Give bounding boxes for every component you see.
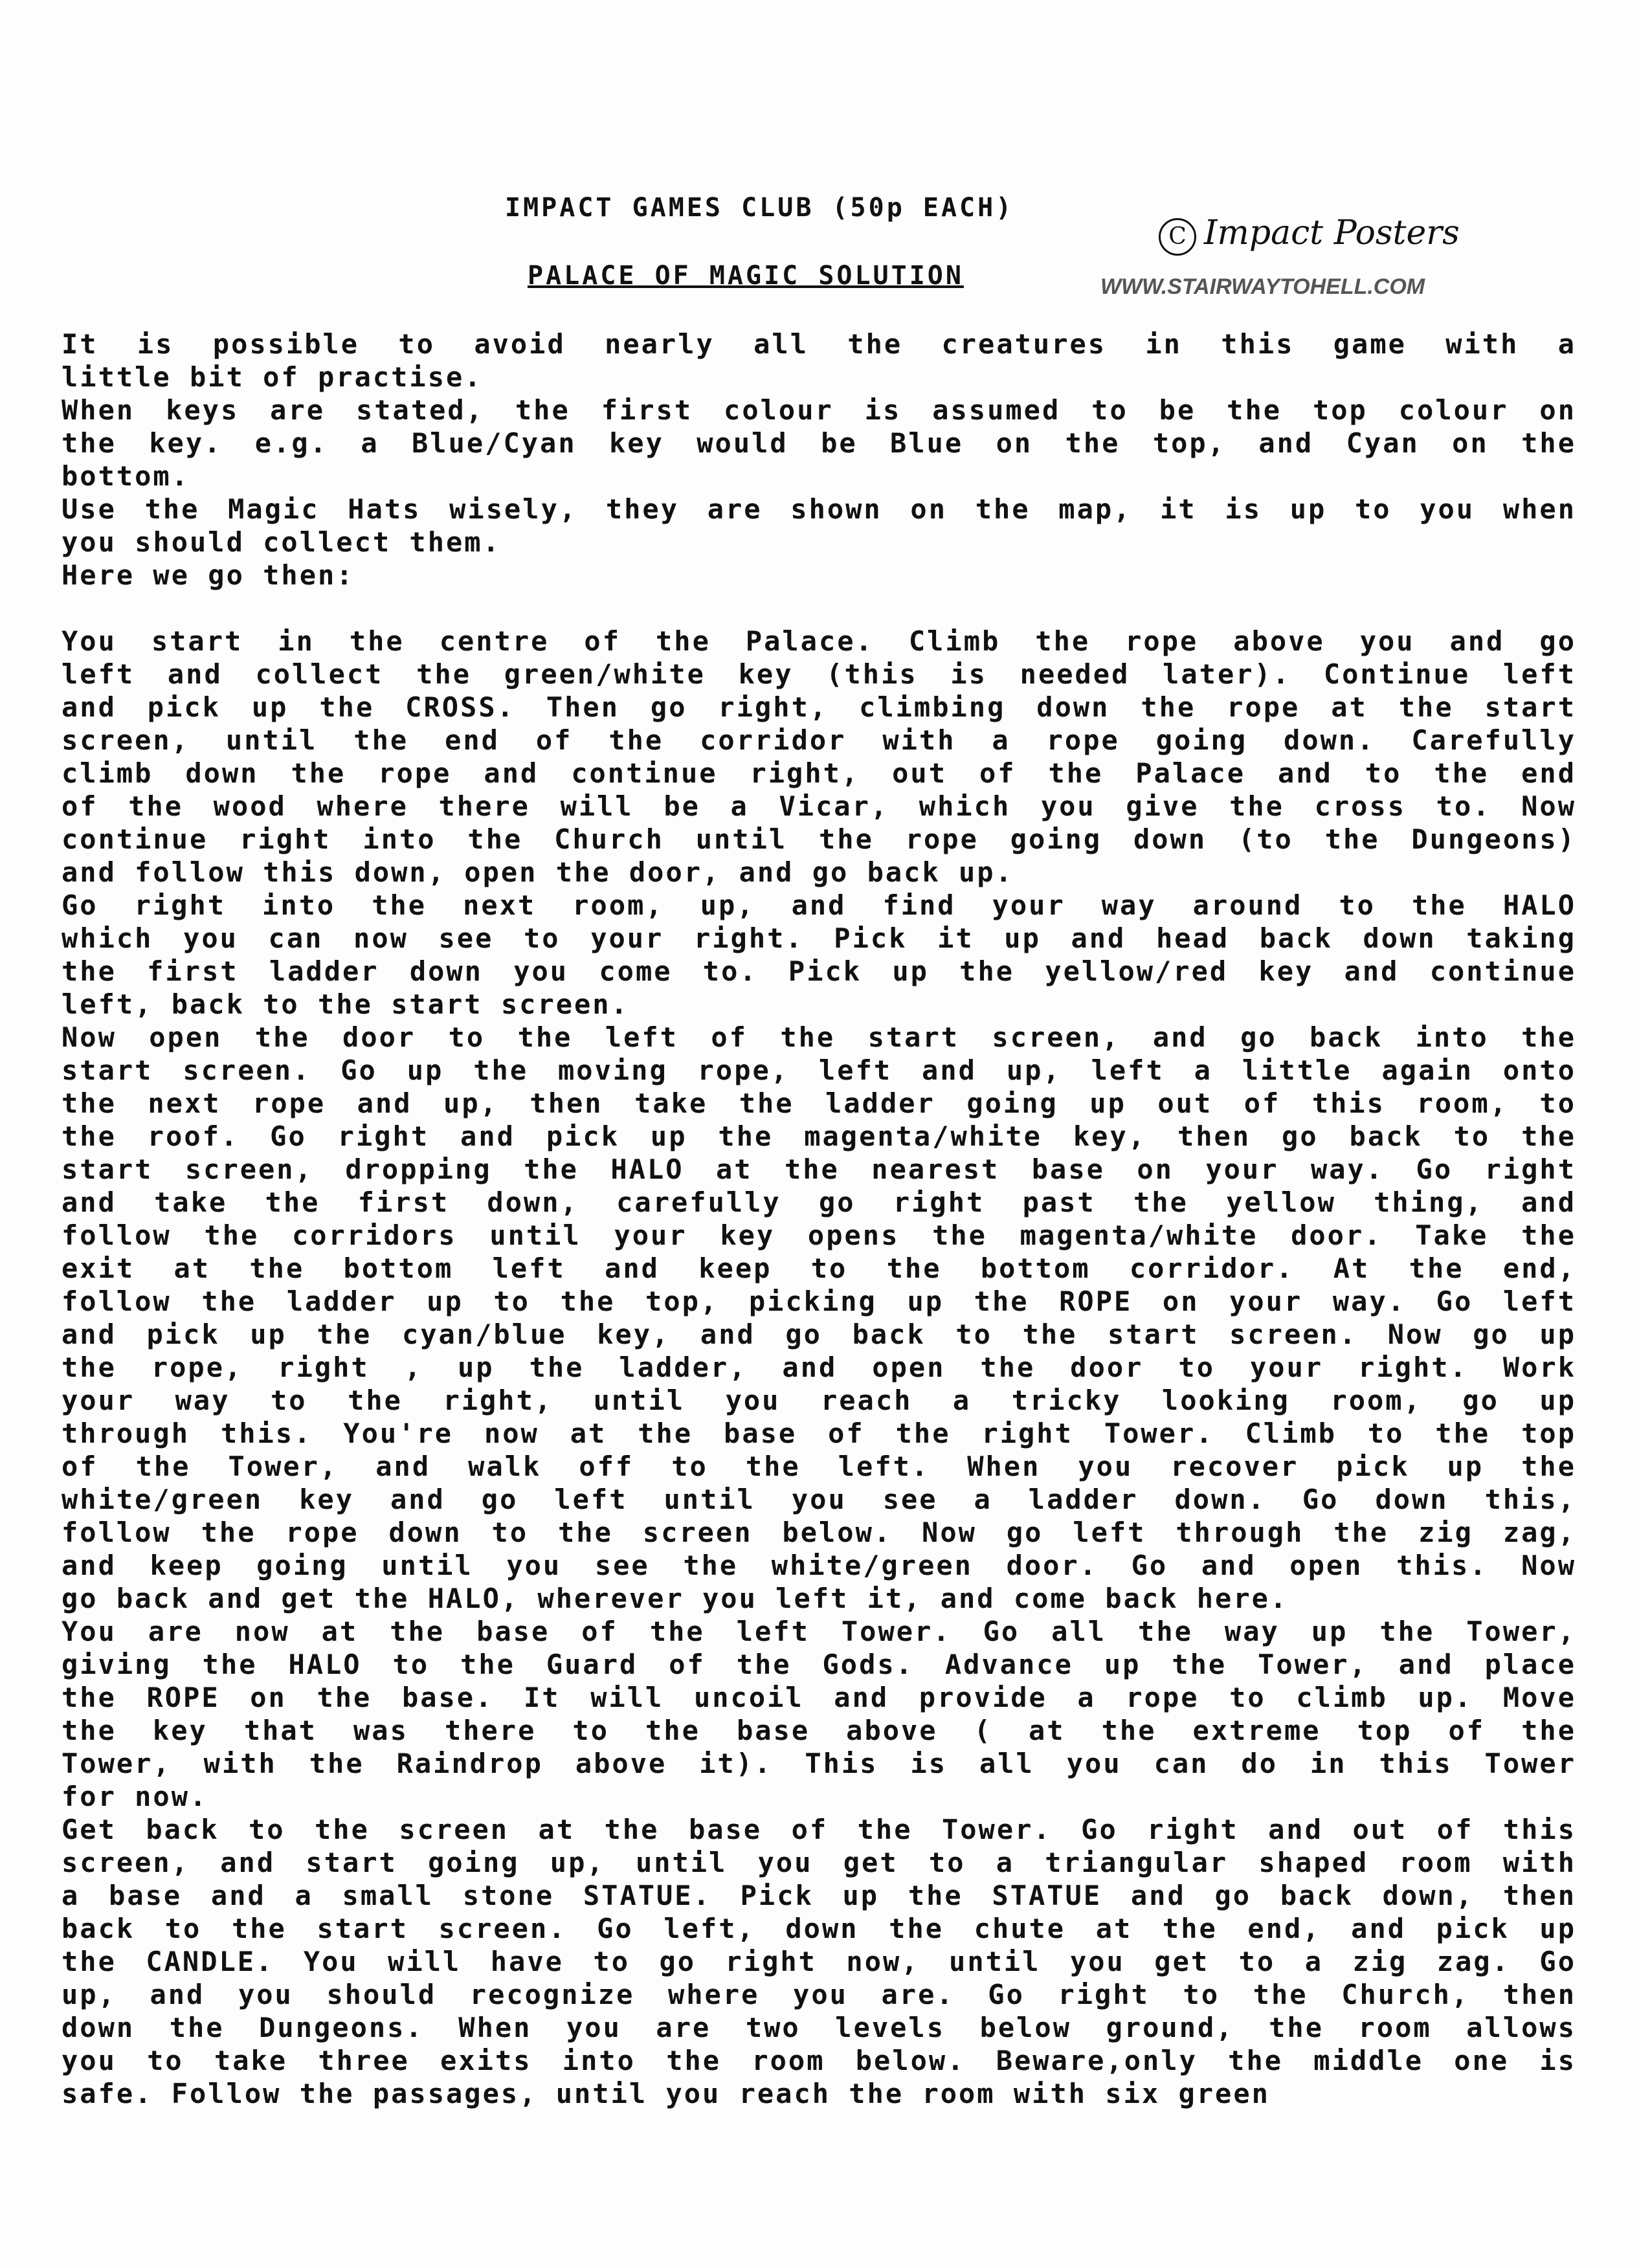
text-line: go back and get the HALO, wherever you left it, and come back here. <box>61 1583 1289 1614</box>
text-line: of the wood where there will be a Vicar, which you give the cross to. Now <box>61 790 1576 822</box>
document-subtitle: PALACE OF MAGIC SOLUTION <box>528 261 964 291</box>
text-line: left and collect the green/white key (this is needed later). Continue left <box>61 658 1576 690</box>
text-line: which you can now see to your right. Pick it up and head back down taking <box>61 922 1576 954</box>
text-line: the key. e.g. a Blue/Cyan key would be Blue on the top, and Cyan on the <box>61 427 1576 459</box>
text-line: of the Tower, and walk off to the left. When you recover pick up the <box>61 1451 1576 1482</box>
copyright-icon: C <box>1159 218 1196 256</box>
paragraph-gap <box>61 592 1576 625</box>
text-line: and take the first down, carefully go right past the yellow thing, and <box>61 1186 1576 1218</box>
text-line: little bit of practise. <box>61 361 483 393</box>
text-line: your way to the right, until you reach a tricky looking room, go up <box>61 1384 1576 1416</box>
paragraph <box>61 559 1576 592</box>
paragraph <box>61 625 1576 889</box>
text-line: exit at the bottom left and keep to the bottom corridor. At the end, <box>61 1252 1576 1284</box>
text-line: climb down the rope and continue right, out of the Palace and to the end <box>61 757 1576 789</box>
text-line: giving the HALO to the Guard of the Gods. Advance up the Tower, and place <box>61 1649 1576 1680</box>
paragraph <box>61 493 1576 559</box>
paragraph <box>61 394 1576 493</box>
paragraph <box>61 328 1576 394</box>
text-line: follow the ladder up to the top, picking up the ROPE on your way. Go left <box>61 1285 1576 1317</box>
paragraph <box>61 1813 1576 2110</box>
text-line: follow the corridors until your key opens the magenta/white door. Take the <box>61 1219 1576 1251</box>
text-line: Get back to the screen at the base of the Tower. Go right and out of this <box>61 1814 1576 1845</box>
text-line: for now. <box>61 1781 208 1812</box>
text-line: back to the start screen. Go left, down the chute at the end, and pick up <box>61 1913 1576 1944</box>
text-line: and pick up the cyan/blue key, and go back to the start screen. Now go up <box>61 1318 1576 1350</box>
text-line: Now open the door to the left of the start screen, and go back into the <box>61 1021 1576 1053</box>
document-title: IMPACT GAMES CLUB (50p EACH) <box>505 193 1014 223</box>
text-line: the ROPE on the base. It will uncoil and provide a rope to climb up. Move <box>61 1682 1576 1713</box>
text-line: and keep going until you see the white/green door. Go and open this. Now <box>61 1550 1576 1581</box>
text-line: you to take three exits into the room below. Beware,only the middle one is <box>61 2045 1576 2076</box>
solution-text <box>61 328 1576 2110</box>
text-line: When keys are stated, the first colour is assumed to be the top colour on <box>61 394 1576 426</box>
copyright-note <box>1159 214 1460 256</box>
text-line: the key that was there to the base above ( at the extreme top of the <box>61 1715 1576 1746</box>
paragraph <box>61 1021 1576 1615</box>
text-line: start screen. Go up the moving rope, left and up, left a little again onto <box>61 1054 1576 1086</box>
text-line: You are now at the base of the left Tower. Go all the way up the Tower, <box>61 1616 1576 1647</box>
text-line: the CANDLE. You will have to go right now, until you get to a zig zag. Go <box>61 1946 1576 1977</box>
text-line: Tower, with the Raindrop above it). This is all you can do in this Tower <box>61 1748 1576 1779</box>
text-line: you should collect them. <box>61 526 501 558</box>
text-line: a base and a small stone STATUE. Pick up the STATUE and go back down, then <box>61 1880 1576 1911</box>
text-line: up, and you should recognize where you are. Go right to the Church, then <box>61 1979 1576 2010</box>
copyright-text: Impact Posters <box>1204 214 1460 252</box>
text-line: and follow this down, open the door, and go back up. <box>61 856 1014 888</box>
text-line: Here we go then: <box>61 559 355 591</box>
text-line: safe. Follow the passages, until you reach the room with six green <box>61 2078 1270 2109</box>
text-line: left, back to the start screen. <box>61 988 629 1020</box>
text-line: through this. You're now at the base of the right Tower. Climb to the top <box>61 1418 1576 1449</box>
text-line: the roof. Go right and pick up the magenta/white key, then go back to the <box>61 1120 1576 1152</box>
text-line: You start in the centre of the Palace. Climb the rope above you and go <box>61 625 1576 657</box>
text-line: screen, and start going up, until you get to a triangular shaped room with <box>61 1847 1576 1878</box>
text-line: white/green key and go left until you see a ladder down. Go down this, <box>61 1484 1576 1515</box>
text-line: the next rope and up, then take the ladder going up out of this room, to <box>61 1087 1576 1119</box>
paragraph <box>61 1615 1576 1813</box>
text-line: the rope, right , up the ladder, and open the door to your right. Work <box>61 1351 1576 1383</box>
website-watermark: WWW.STAIRWAYTOHELL.COM <box>1100 274 1425 299</box>
text-line: continue right into the Church until the rope going down (to the Dungeons) <box>61 823 1576 855</box>
text-line: Go right into the next room, up, and find your way around to the HALO <box>61 889 1576 921</box>
text-line: screen, until the end of the corridor with a rope going down. Carefully <box>61 724 1576 756</box>
text-line: start screen, dropping the HALO at the nearest base on your way. Go right <box>61 1153 1576 1185</box>
text-line: down the Dungeons. When you are two levels below ground, the room allows <box>61 2012 1576 2043</box>
paragraph <box>61 889 1576 1021</box>
text-line: follow the rope down to the screen below. Now go left through the zig zag, <box>61 1517 1576 1548</box>
text-line: bottom. <box>61 460 190 492</box>
text-line: Use the Magic Hats wisely, they are shown on the map, it is up to you when <box>61 493 1576 525</box>
text-line: and pick up the CROSS. Then go right, climbing down the rope at the start <box>61 691 1576 723</box>
text-line: the first ladder down you come to. Pick up the yellow/red key and continue <box>61 955 1576 987</box>
text-line: It is possible to avoid nearly all the creatures in this game with a <box>61 328 1576 360</box>
